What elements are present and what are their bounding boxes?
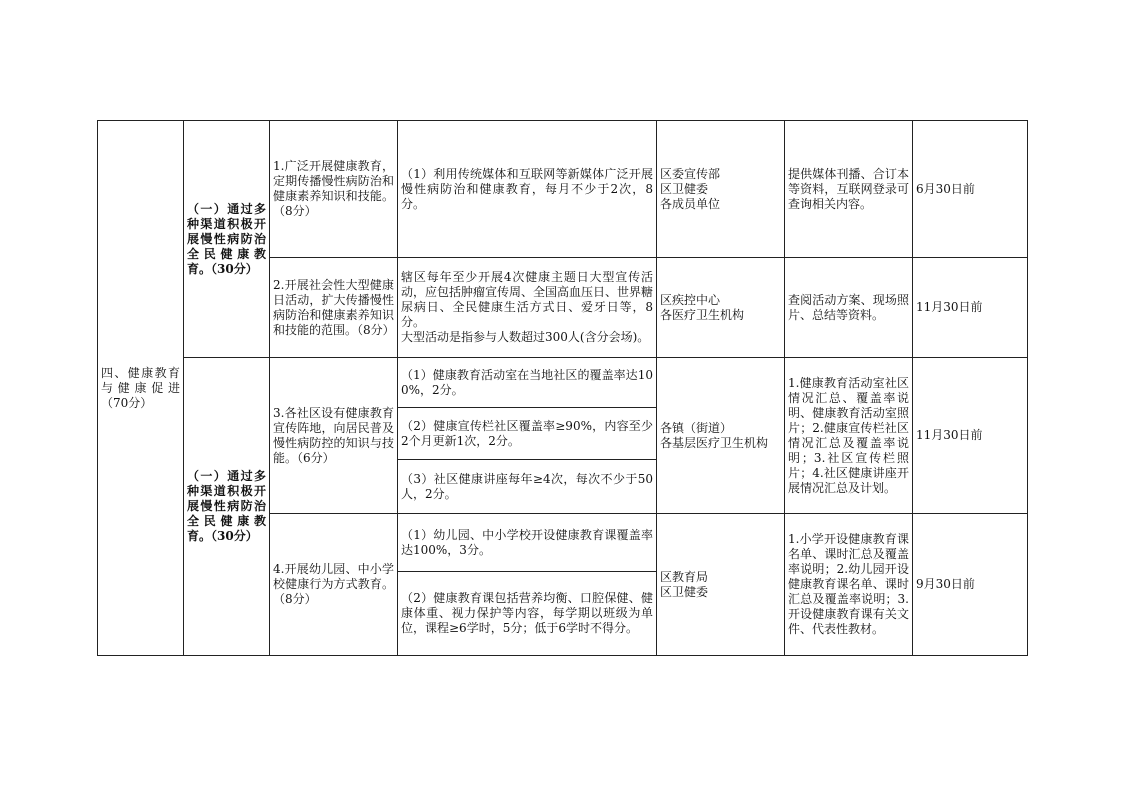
responsible-unit: 区教育局 [660, 569, 709, 584]
requirement-cell [398, 258, 657, 358]
responsible-unit: 各医疗卫生机构 [660, 307, 745, 322]
subcategory-cell: （一）通过多种渠道积极开展慢性病防治全民健康教育。（30分） [184, 358, 270, 656]
responsible-unit: 各成员单位 [660, 196, 721, 211]
verification-cell: 提供媒体刊播、合订本等资料，互联网登录可查询相关内容。 [785, 121, 913, 258]
responsible-cell [657, 258, 785, 358]
responsible-unit: 区委宣传部 [660, 166, 721, 181]
responsible-cell [657, 358, 785, 514]
verification-cell: 1.健康教育活动室社区情况汇总、覆盖率说明、健康教育活动室照片；2.健康宣传栏社区情况汇总及覆盖率说明；3.社区宣传栏照片；4.社区健康讲座开展情况汇总及计划。 [785, 358, 913, 514]
deadline-cell: 11月30日前 [913, 358, 1028, 514]
responsible-cell [657, 514, 785, 656]
subcategory-cell: （一）通过多种渠道积极开展慢性病防治全民健康教育。（30分） [184, 121, 270, 358]
item-cell: 1.广泛开展健康教育，定期传播慢性病防治和健康素养知识和技能。（8分） [270, 121, 398, 258]
requirement-text: 大型活动是指参与人数超过300人(含分会场)。 [401, 330, 650, 344]
table-row [98, 358, 1028, 408]
requirement-text: 辖区每年至少开展4次健康主题日大型宣传活动，应包括肿瘤宣传周、全国高血压日、世界糖尿病日、全民健康生活方式日、爱牙日等，8分。 [401, 270, 654, 329]
responsible-unit: 区疾控中心 [660, 292, 721, 307]
verification-cell: 1.小学开设健康教育课名单、课时汇总及覆盖率说明；2.幼儿园开设健康教育课名单、课时汇总及覆盖率说明；3.开设健康教育课有关文件、代表性教材。 [785, 514, 913, 656]
table-row [98, 121, 1028, 258]
deadline-cell: 9月30日前 [913, 514, 1028, 656]
deadline-cell: 11月30日前 [913, 258, 1028, 358]
requirement-cell: （1）利用传统媒体和互联网等新媒体广泛开展慢性病防治和健康教育，每月不少于2次，8分。 [398, 121, 657, 258]
item-cell: 3.各社区设有健康教育宣传阵地，向居民普及慢性病防控的知识与技能。（6分） [270, 358, 398, 514]
verification-cell: 查阅活动方案、现场照片、总结等资料。 [785, 258, 913, 358]
requirement-cell: （1）幼儿园、中小学校开设健康教育课覆盖率达100%，3分。 [398, 514, 657, 572]
requirement-cell: （2）健康宣传栏社区覆盖率≥90%，内容至少2个月更新1次，2分。 [398, 408, 657, 460]
item-cell: 4.开展幼儿园、中小学校健康行为方式教育。（8分） [270, 514, 398, 656]
deadline-cell: 6月30日前 [913, 121, 1028, 258]
responsible-unit: 区卫健委 [660, 181, 709, 196]
requirement-cell: （2）健康教育课包括营养均衡、口腔保健、健康体重、视力保护等内容，每学期以班级为单位，课程≥6学时，5分；低于6学时不得分。 [398, 572, 657, 656]
item-cell: 2.开展社会性大型健康日活动，扩大传播慢性病防治和健康素养知识和技能的范围。（8分） [270, 258, 398, 358]
assessment-table [97, 120, 1028, 656]
responsible-cell [657, 121, 785, 258]
requirement-cell: （3）社区健康讲座每年≥4次，每次不少于50人，2分。 [398, 460, 657, 514]
responsible-unit: 区卫健委 [660, 584, 709, 599]
category-cell: 四、健康教育与健康促进（70分） [98, 121, 184, 656]
requirement-cell: （1）健康教育活动室在当地社区的覆盖率达100%，2分。 [398, 358, 657, 408]
responsible-unit: 各镇（街道） [660, 420, 733, 435]
responsible-unit: 各基层医疗卫生机构 [660, 435, 769, 450]
